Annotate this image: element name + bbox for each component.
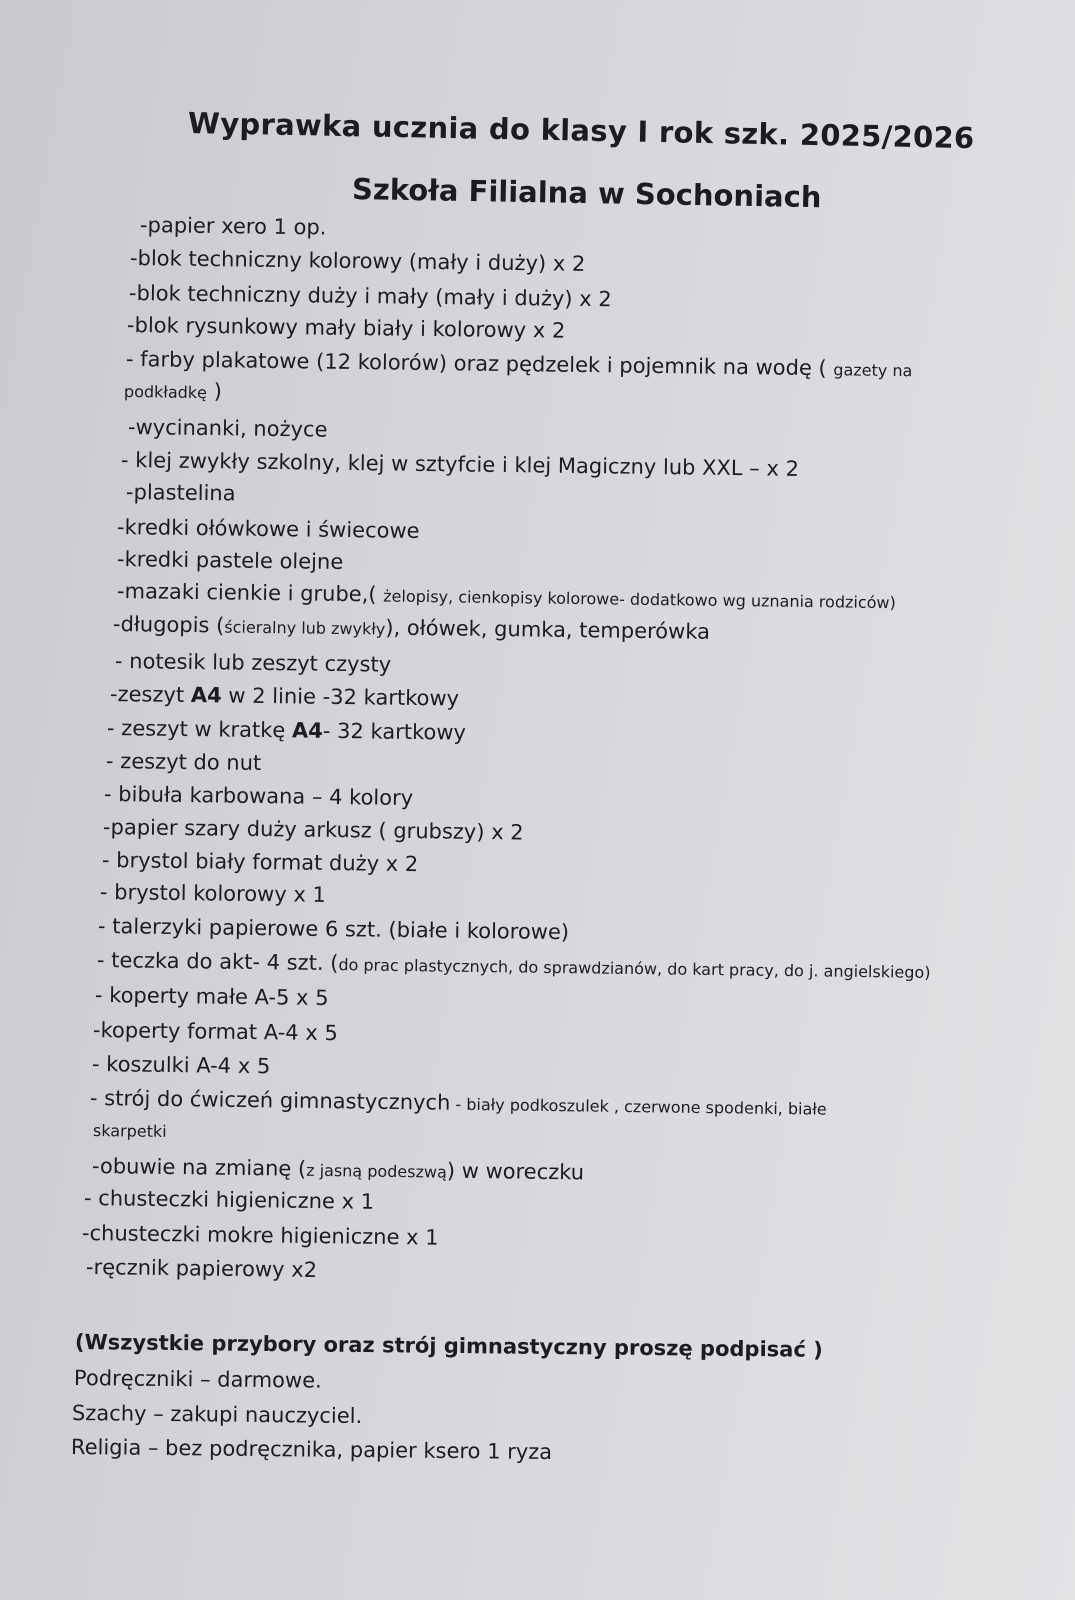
list-item: - chusteczki higieniczne x 1 bbox=[83, 1186, 375, 1214]
list-item: - farby plakatowe (12 kolorów) oraz pędzelek i pojemnik na wodę ( gazety na bbox=[125, 347, 913, 381]
list-item: - zeszyt w kratkę A4- 32 kartkowy bbox=[106, 716, 467, 745]
list-item: podkładkę ) bbox=[123, 379, 223, 404]
title-line-1: Wyprawka ucznia do klasy I rok szk. 2025/2026 bbox=[187, 106, 975, 156]
list-item: -plastelina bbox=[125, 480, 236, 506]
list-item: -chusteczki mokre higieniczne x 1 bbox=[81, 1221, 439, 1250]
sign-note: (Wszystkie przybory oraz strój gimnastyczny proszę podpisać ) bbox=[74, 1330, 823, 1362]
list-item: -obuwie na zmianę (z jasną podeszwą) w woreczku bbox=[91, 1154, 585, 1185]
list-item: -koperty format A-4 x 5 bbox=[92, 1018, 338, 1046]
list-item: - brystol biały format duży x 2 bbox=[101, 848, 419, 877]
list-item: skarpetki bbox=[92, 1121, 167, 1141]
list-item: - talerzyki papierowe 6 szt. (białe i kolorowe) bbox=[97, 914, 570, 945]
list-item: - strój do ćwiczeń gimnastycznych - biały podkoszulek , czerwone spodenki, białe bbox=[89, 1086, 827, 1119]
list-item: -wycinanki, nożyce bbox=[127, 415, 328, 442]
list-item: - bibuła karbowana – 4 kolory bbox=[103, 782, 414, 811]
list-item: -mazaki cienkie i grube,( żelopisy, cienkopisy kolorowe- dodatkowo wg uznania rodziców) bbox=[116, 579, 896, 613]
title-line-2: Szkoła Filialna w Sochoniach bbox=[351, 172, 822, 215]
list-item: - koperty małe A-5 x 5 bbox=[94, 983, 329, 1011]
religion-note: Religia – bez podręcznika, papier ksero 1 ryza bbox=[70, 1435, 553, 1465]
list-item: -blok rysunkowy mały biały i kolorowy x 2 bbox=[126, 313, 566, 343]
list-item: -papier szary duży arkusz ( grubszy) x 2 bbox=[102, 815, 524, 845]
chess-note: Szachy – zakupi nauczyciel. bbox=[71, 1401, 363, 1429]
list-item: - zeszyt do nut bbox=[105, 749, 262, 776]
list-item: -ręcznik papierowy x2 bbox=[85, 1255, 318, 1283]
list-item: - klej zwykły szkolny, klej w sztyfcie i klej Magiczny lub XXL – x 2 bbox=[120, 448, 800, 481]
list-item: - brystol kolorowy x 1 bbox=[99, 880, 327, 907]
list-item: -blok techniczny kolorowy (mały i duży) x 2 bbox=[129, 246, 586, 276]
list-item: -zeszyt A4 w 2 linie -32 kartkowy bbox=[109, 682, 460, 711]
list-item: -kredki pastele olejne bbox=[116, 547, 344, 574]
textbooks-note: Podręczniki – darmowe. bbox=[73, 1366, 322, 1393]
list-item: -długopis (ścieralny lub zwykły), ołówek, gumka, temperówka bbox=[112, 612, 711, 644]
list-item: -papier xero 1 op. bbox=[139, 213, 327, 240]
list-item: - teczka do akt- 4 szt. (do prac plastycznych, do sprawdzianów, do kart pracy, do j. angielskiego) bbox=[96, 948, 931, 982]
list-item: -blok techniczny duży i mały (mały i duży) x 2 bbox=[128, 281, 612, 312]
list-item: - koszulki A-4 x 5 bbox=[91, 1052, 271, 1079]
list-item: -kredki ołówkowe i świecowe bbox=[116, 515, 420, 543]
list-item: - notesik lub zeszyt czysty bbox=[114, 649, 392, 677]
